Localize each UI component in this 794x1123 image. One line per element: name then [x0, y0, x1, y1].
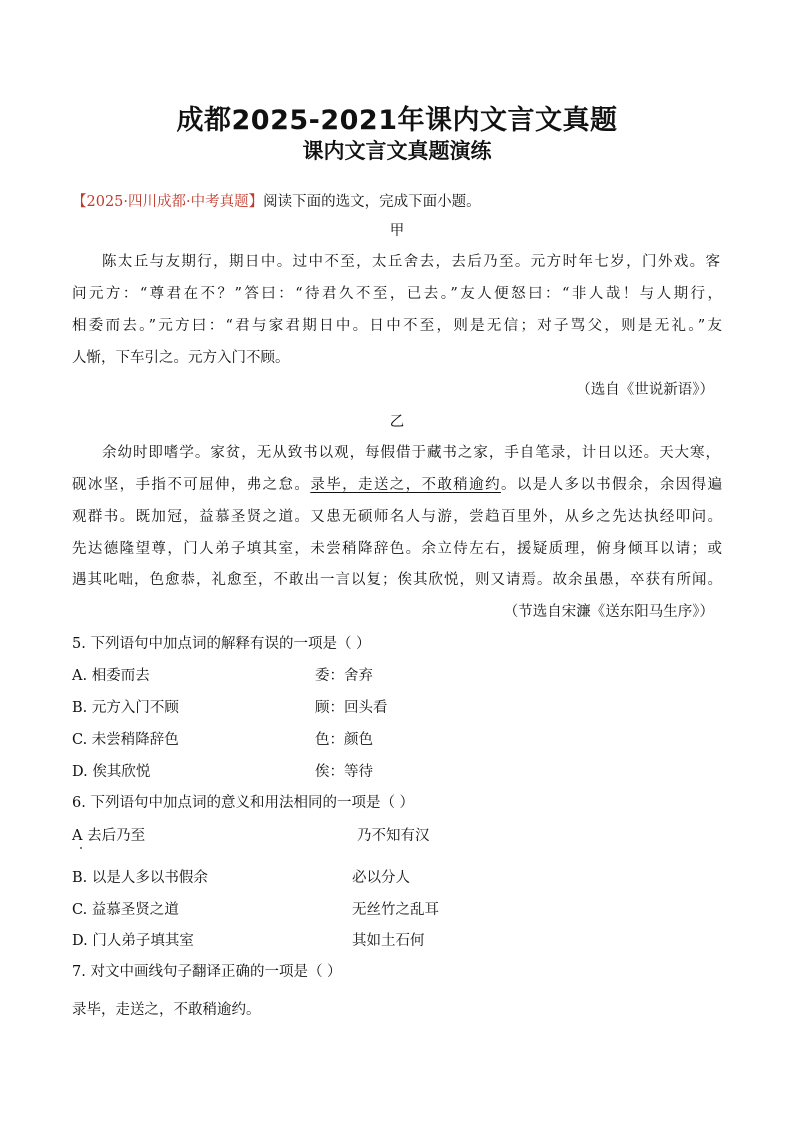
passage-yi-line-1: 余幼时即嗜学。家贫，无从致书以观，每假借于藏书之家，手自笔录，计日以还。天大寒， [102, 445, 720, 461]
passage-yi-source: （节选自宋濂《送东阳马生序》） [503, 604, 714, 620]
question-5-stem: 5. 下列语句中加点词的解释有误的一项是（ ） [72, 636, 371, 652]
passage-jia-line-4: 人惭，下车引之。元方入门不顾。 [72, 350, 290, 366]
passage-jia-line-1: 陈太丘与友期行，期日中。过中不至，太丘舍去，去后乃至。元方时年七岁，门外戏。客 [102, 254, 720, 270]
passage-jia-label: 甲 [389, 223, 405, 239]
q5-option-c: C. 未尝稍降辞色 [72, 732, 179, 748]
underlined-sentence: 录毕，走送之，不敢稍逾约 [310, 477, 501, 493]
passage-jia-source: （选自《世说新语》） [576, 382, 714, 398]
q5-option-b-gloss: 顾：回头看 [315, 700, 388, 716]
q6-option-b-compare: 必以分人 [352, 870, 410, 886]
intro-line [72, 192, 481, 212]
q6-option-a: A 去后乃至 [72, 828, 146, 844]
question-7-stem: 7. 对文中画线句子翻译正确的一项是（ ） [72, 964, 342, 980]
intro-text: 阅读下面的选文，完成下面小题。 [263, 194, 481, 210]
q6-option-c: C. 益慕圣贤之道 [72, 902, 179, 918]
q5-option-c-gloss: 色：颜色 [315, 732, 373, 748]
q6-option-d-compare: 其如土石何 [352, 933, 425, 949]
q6-option-d: D. 门人弟子填其室 [72, 933, 194, 949]
q5-option-b: B. 元方入门不顾 [72, 700, 179, 716]
passage-yi-line-2 [72, 475, 722, 495]
passage-yi-line-3: 观群书。既加冠，益慕圣贤之道。又患无硕师名人与游，尝趋百里外，从乡之先达执经叩问。 [72, 509, 722, 525]
passage-jia-line-2: 问元方：“尊君在不？”答曰：“待君久不至，已去。”友人便怒曰：“非人哉！与人期行， [72, 286, 722, 302]
page-title: 成都2025-2021年课内文言文真题 [176, 105, 618, 136]
q5-option-d: D. 俟其欣悦 [72, 764, 151, 780]
q6-option-b: B. 以是人多以书假余 [72, 870, 208, 886]
passage-jia-line-3: 相委而去。”元方曰：“君与家君期日中。日中不至，则是无信；对子骂父，则是无礼。”友 [72, 318, 722, 334]
passage-yi-line-2-start: 砚冰坚，手指不可屈伸，弗之怠。 [72, 477, 311, 493]
q5-option-d-gloss: 俟：等待 [315, 764, 373, 780]
passage-yi-line-5: 遇其叱咄，色愈恭，礼愈至，不敢出一言以复；俟其欣悦，则又请焉。故余虽愚，卒获有所闻。 [72, 572, 722, 588]
passage-yi-line-4: 先达德隆望尊，门人弟子填其室，未尝稍降辞色。余立侍左右，援疑质理，俯身倾耳以请；或 [72, 541, 722, 557]
question-7-sentence: 录毕，走送之，不敢稍逾约。 [72, 1002, 261, 1018]
q6-option-c-compare: 无丝竹之乱耳 [352, 902, 439, 918]
q5-option-a-gloss: 委：舍弃 [315, 668, 373, 684]
exam-source-tag: 【2025·四川成都·中考真题】 [72, 194, 264, 210]
passage-yi-label: 乙 [389, 414, 405, 430]
q5-option-a: A. 相委而去 [72, 668, 150, 684]
passage-yi-line-2-end: 。以是人多以书假余，余因得遍 [500, 477, 723, 493]
page-subtitle: 课内文言文真题演练 [302, 139, 492, 163]
q6-option-a-compare: 乃不知有汉 [357, 828, 430, 844]
scan-speck [80, 847, 82, 849]
question-6-stem: 6. 下列语句中加点词的意义和用法相同的一项是（ ） [72, 795, 415, 811]
